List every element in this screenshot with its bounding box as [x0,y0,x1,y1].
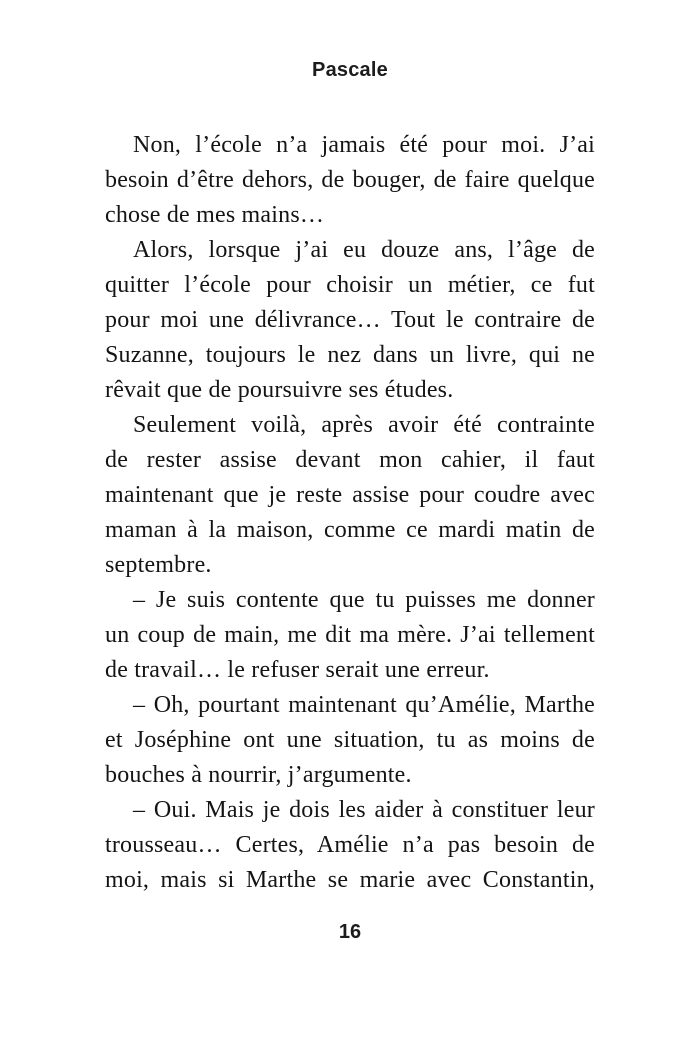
paragraph-dialogue [105,583,595,688]
text-line: quitter l’école pour choisir un métier, ce fut [105,272,595,298]
text-line: bouches à nourrir, j’argumente. [105,762,412,788]
text-line: de travail… le refuser serait une erreur. [105,657,490,683]
paragraph [105,128,595,233]
text-line: Alors, lorsque j’ai eu douze ans, l’âge de [133,237,595,263]
text-line: besoin d’être dehors, de bouger, de faire quelque [105,167,595,193]
page-number: 16 [338,921,362,943]
text-line: maintenant que je reste assise pour coudre avec [105,482,595,508]
chapter-title: Pascale [312,59,388,81]
text-line: moi, mais si Marthe se marie avec Constantin, [105,867,595,893]
text-line: Suzanne, toujours le nez dans un livre, qui ne [105,342,595,368]
paragraph-dialogue [105,793,595,898]
text-line: Seulement voilà, après avoir été contrainte [133,412,595,438]
text-line: pour moi une délivrance… Tout le contraire de [105,307,595,333]
text-line: de rester assise devant mon cahier, il faut [105,447,595,473]
text-line: un coup de main, me dit ma mère. J’ai tellement [105,622,595,648]
paragraph-dialogue [105,688,595,793]
text-line: – Oui. Mais je dois les aider à constituer leur [133,797,595,823]
text-line: – Je suis contente que tu puisses me donner [133,587,595,613]
body-text [105,128,595,898]
text-line: Non, l’école n’a jamais été pour moi. J’ai [133,132,595,158]
text-line: rêvait que de poursuivre ses études. [105,377,454,403]
text-line: maman à la maison, comme ce mardi matin de [105,517,595,543]
text-line: et Joséphine ont une situation, tu as moins de [105,727,595,753]
text-line: chose de mes mains… [105,202,325,228]
text-line: trousseau… Certes, Amélie n’a pas besoin de [105,832,595,858]
paragraph [105,408,595,583]
text-line: septembre. [105,552,212,578]
text-line: – Oh, pourtant maintenant qu’Amélie, Marthe [133,692,595,718]
paragraph [105,233,595,408]
